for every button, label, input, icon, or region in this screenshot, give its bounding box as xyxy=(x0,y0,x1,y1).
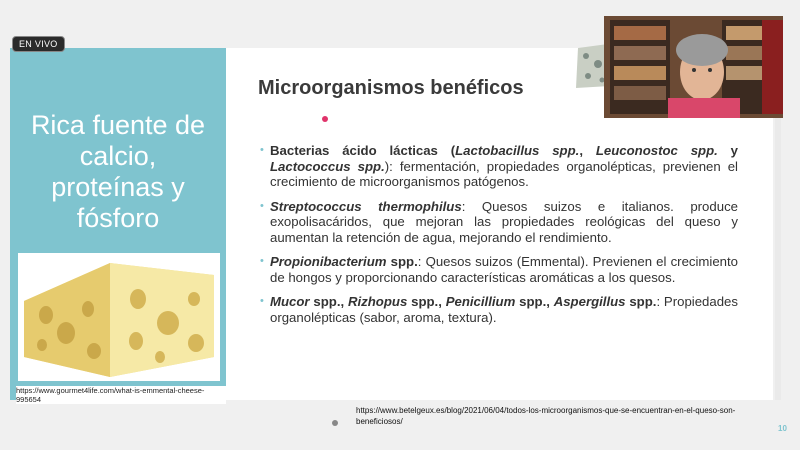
bullet-lactic-bacteria: • Bacterias ácido lácticas (Lactobacillus spp., Leuconostoc spp. y Lactococcus spp.): fermentación, propiedades organolépticas, previenen el crecimiento de microorganismos patógenos. xyxy=(260,143,738,190)
bullet-fungi: • Mucor spp., Rizhopus spp., Penicillium spp., Aspergillus spp.: Propiedades organolépticas (sabor, aroma, textura). xyxy=(260,294,738,325)
cursor-dot xyxy=(332,420,338,426)
bullet-propionibacterium: • Propionibacterium spp.: Quesos suizos (Emmental). Previenen el crecimiento de hongos y proporcionando características aromáticas a los quesos. xyxy=(260,254,738,285)
left-title-line: calcio, xyxy=(79,141,157,171)
bullet-streptococcus: • Streptococcus thermophilus: Quesos suizos e italianos. produce exopolisacáridos, que mejoran las propiedades reológicas del queso y aumentan la retención de agua, mejorando el rendimiento. xyxy=(260,199,738,246)
source-link[interactable]: https://www.betelgeux.es/blog/2021/06/04/todos-los-microorganismos-que-se-encuentran-en-el-queso-son-beneficiosos/ xyxy=(356,406,736,426)
laser-pointer xyxy=(322,116,328,122)
left-title-line: Rica fuente de xyxy=(30,110,206,140)
left-title-line: fósforo xyxy=(76,203,160,233)
live-badge: EN VIVO xyxy=(12,36,65,52)
left-panel xyxy=(10,48,226,404)
image-credit-link[interactable]: https://www.gourmet4life.com/what-is-emmental-cheese-995654 xyxy=(16,386,226,404)
emmental-cheese-image xyxy=(18,253,220,381)
page-number: 10 xyxy=(778,424,787,433)
left-title-line: proteínas y xyxy=(51,172,185,202)
bullet-list xyxy=(260,143,738,334)
webcam-video xyxy=(604,16,783,118)
slide-title: Microorganismos benéficos xyxy=(258,77,524,99)
left-panel-title xyxy=(10,110,226,234)
